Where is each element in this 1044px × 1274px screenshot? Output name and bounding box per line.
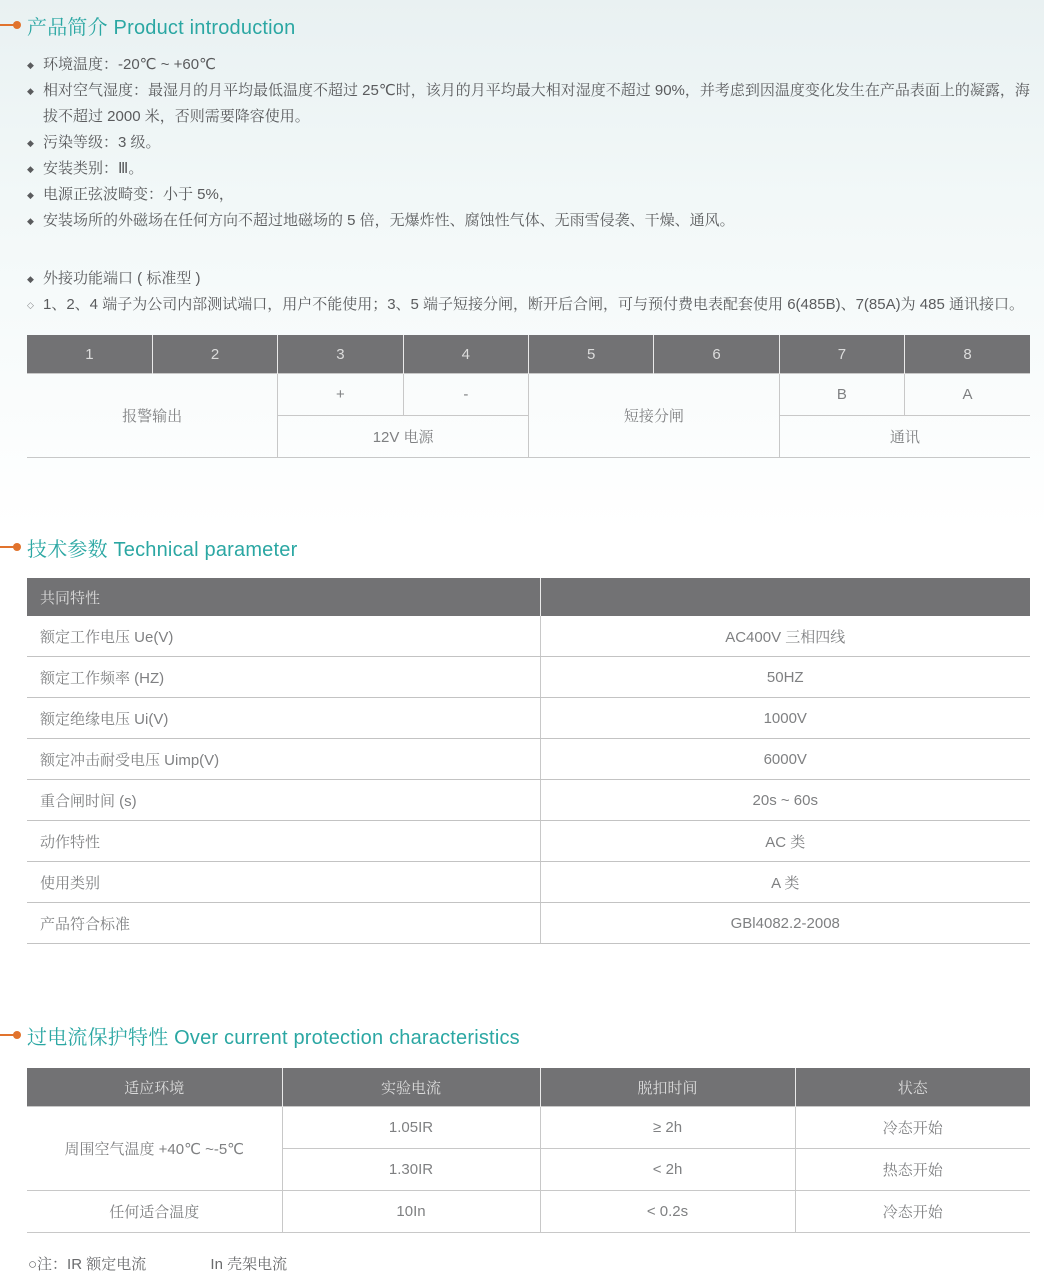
- port-heading: [27, 266, 1044, 292]
- section-product-intro: [0, 12, 1044, 458]
- oc-header-row: [27, 1068, 1030, 1107]
- tech-header-left: 共同特性: [27, 578, 540, 616]
- cell-comm: 通讯: [779, 416, 1030, 458]
- tech-label: 重合闸时间 (s): [27, 780, 540, 821]
- orange-arrow-bullet-icon: [0, 543, 22, 551]
- oc-state: 冷态开始: [795, 1107, 1030, 1149]
- section-title-overcurrent: 过电流保护特性 Over current protection characteristics: [27, 1026, 520, 1049]
- overcurrent-table: [27, 1068, 1030, 1233]
- port-heading-text: 外接功能端口 ( 标准型 ): [43, 270, 201, 287]
- section-header-tech: [0, 534, 1044, 560]
- footnote-left: ○注：IR 额定电流: [28, 1256, 147, 1273]
- orange-arrow-bullet-icon: [0, 1031, 22, 1039]
- cell-alarm-output: 报警输出: [27, 374, 278, 458]
- list-item: [27, 182, 1044, 208]
- table-row: [27, 739, 1030, 780]
- section-title-tech: 技术参数 Technical parameter: [27, 538, 298, 561]
- terminal-col-header: 6: [654, 335, 779, 374]
- oc-current: 10In: [282, 1191, 540, 1233]
- marker-line: [0, 1034, 14, 1036]
- list-item: [27, 130, 1044, 156]
- terminal-col-header: 2: [152, 335, 277, 374]
- tech-value: AC 类: [540, 821, 1030, 862]
- open-diamond-icon: ◇: [27, 300, 34, 310]
- list-item: [27, 52, 1044, 78]
- marker-line: [0, 24, 14, 26]
- section-header-intro: [0, 12, 1044, 38]
- tech-label: 额定工作频率 (HZ): [27, 657, 540, 698]
- list-item: [27, 208, 1044, 234]
- tech-label: 产品符合标准: [27, 903, 540, 944]
- table-row: [27, 657, 1030, 698]
- oc-env-group: 周围空气温度 +40℃ ~-5℃: [27, 1107, 282, 1191]
- terminal-col-header: 1: [27, 335, 152, 374]
- tech-label: 额定冲击耐受电压 Uimp(V): [27, 739, 540, 780]
- terminal-col-header: 5: [529, 335, 654, 374]
- port-note-text: 1、2、4 端子为公司内部测试端口，用户不能使用；3、5 端子短接分闸，断开后合闸，可与预付费电表配套使用 6(485B)、7(85A)为 485 通讯接口。: [43, 296, 1024, 313]
- table-row: [27, 698, 1030, 739]
- section-title-intro: 产品简介 Product introduction: [27, 16, 296, 39]
- technical-parameter-table: [27, 578, 1030, 944]
- tech-value: 6000V: [540, 739, 1030, 780]
- table-row: [27, 616, 1030, 657]
- oc-col-header: 实验电流: [282, 1068, 540, 1107]
- orange-arrow-bullet-icon: [0, 21, 22, 29]
- bullet-text: 安装场所的外磁场在任何方向不超过地磁场的 5 倍，无爆炸性、腐蚀性气体、无雨雪侵袭、干燥、通风。: [43, 212, 735, 229]
- table-row: [27, 1107, 1030, 1149]
- oc-col-header: 状态: [795, 1068, 1030, 1107]
- bullet-text: 安装类别：Ⅲ。: [43, 160, 144, 177]
- tech-header-right: [540, 578, 1030, 616]
- tech-label: 使用类别: [27, 862, 540, 903]
- cell-short-trip: 短接分闸: [529, 374, 780, 458]
- diamond-icon: ◆: [27, 164, 34, 174]
- table-row: [27, 862, 1030, 903]
- list-item: [27, 78, 1044, 130]
- port-note: [27, 292, 1044, 318]
- table-row: [27, 821, 1030, 862]
- tech-value: A 类: [540, 862, 1030, 903]
- diamond-icon: ◆: [27, 138, 34, 148]
- oc-time: < 0.2s: [540, 1191, 795, 1233]
- oc-current: 1.05IR: [282, 1107, 540, 1149]
- tech-value: 50HZ: [540, 657, 1030, 698]
- cell-a: A: [905, 374, 1030, 416]
- terminal-header-row: [27, 335, 1030, 374]
- oc-state: 热态开始: [795, 1149, 1030, 1191]
- table-row: [27, 903, 1030, 944]
- section-technical-parameter: [0, 534, 1044, 944]
- section-header-overcurrent: [0, 1022, 1044, 1048]
- bullet-text: 环境温度：-20℃ ~ +60℃: [43, 56, 216, 73]
- tech-label: 额定绝缘电压 Ui(V): [27, 698, 540, 739]
- table-row: [27, 780, 1030, 821]
- oc-state: 冷态开始: [795, 1191, 1030, 1233]
- terminal-col-header: 4: [403, 335, 528, 374]
- oc-env: 任何适合温度: [27, 1191, 282, 1233]
- terminal-table: [27, 335, 1030, 458]
- diamond-icon: ◆: [27, 60, 34, 70]
- list-item: [27, 156, 1044, 182]
- marker-dot-icon: [13, 1031, 21, 1039]
- diamond-icon: ◆: [27, 216, 34, 226]
- footnote: [28, 1253, 1044, 1274]
- intro-bullet-list: [27, 52, 1044, 234]
- oc-time: ≥ 2h: [540, 1107, 795, 1149]
- tech-header-row: [27, 578, 1030, 616]
- marker-dot-icon: [13, 543, 21, 551]
- marker-dot-icon: [13, 21, 21, 29]
- tech-value: GBl4082.2-2008: [540, 903, 1030, 944]
- terminal-col-header: 3: [278, 335, 403, 374]
- oc-col-header: 脱扣时间: [540, 1068, 795, 1107]
- marker-line: [0, 546, 14, 548]
- tech-value: AC400V 三相四线: [540, 616, 1030, 657]
- oc-current: 1.30IR: [282, 1149, 540, 1191]
- tech-value: 1000V: [540, 698, 1030, 739]
- oc-col-header: 适应环境: [27, 1068, 282, 1107]
- table-row: [27, 374, 1030, 416]
- tech-value: 20s ~ 60s: [540, 780, 1030, 821]
- tech-label: 额定工作电压 Ue(V): [27, 616, 540, 657]
- bullet-text: 污染等级：3 级。: [43, 134, 161, 151]
- diamond-icon: ◆: [27, 86, 34, 96]
- diamond-icon: ◆: [27, 274, 34, 284]
- footnote-right: In 壳架电流: [210, 1256, 288, 1273]
- cell-minus: -: [403, 374, 528, 416]
- cell-b: B: [779, 374, 904, 416]
- cell-plus: +: [278, 374, 403, 416]
- oc-time: < 2h: [540, 1149, 795, 1191]
- bullet-text: 电源正弦波畸变：小于 5%，: [43, 186, 234, 203]
- terminal-col-header: 8: [905, 335, 1030, 374]
- tech-label: 动作特性: [27, 821, 540, 862]
- section-overcurrent: [0, 1022, 1044, 1274]
- terminal-col-header: 7: [779, 335, 904, 374]
- diamond-icon: ◆: [27, 190, 34, 200]
- table-row: [27, 1191, 1030, 1233]
- bullet-text: 相对空气湿度：最湿月的月平均最低温度不超过 25℃时，该月的月平均最大相对湿度不超过 90%，并考虑到因温度变化发生在产品表面上的凝露，海拔不超过 2000 米，否则需要降容使用。: [43, 82, 1030, 125]
- cell-12v-power: 12V 电源: [278, 416, 529, 458]
